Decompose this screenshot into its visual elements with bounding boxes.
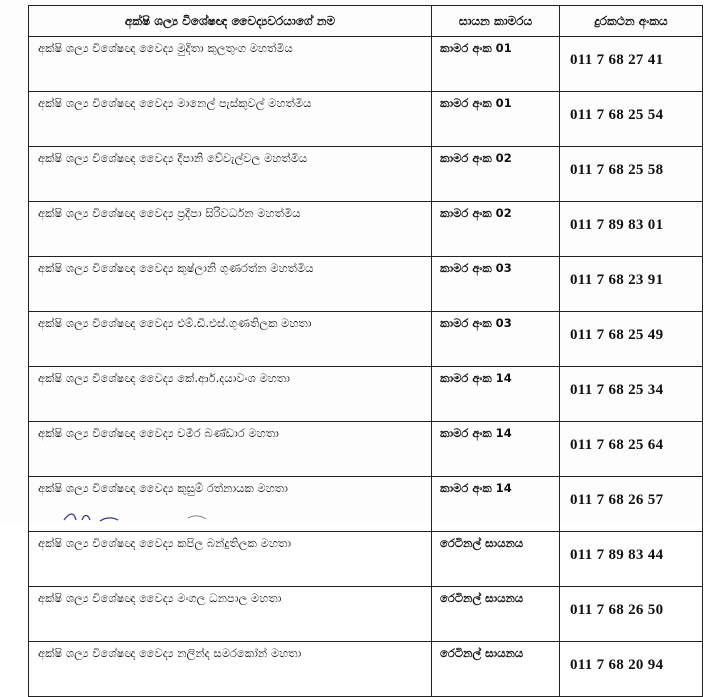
surgeon-name-cell: අක්ෂි ශල්‍ය විශේෂඥ වෛද්‍ය ප්‍රදීපා සිරිවර්ධන මහත්මිය [29,202,432,257]
clinic-room-cell: කාමර අංක 03 [432,312,560,367]
surgeon-name-cell: අක්ෂි ශල්‍ය විශේෂඥ වෛද්‍ය කපිල බන්දුතිලක මහතා [29,532,432,587]
clinic-room-cell: රෙටිනල් සායනය [432,642,560,697]
table-row [29,532,703,587]
surgeon-name-cell: අක්ෂි ශල්‍ය විශේෂඥ වෛද්‍ය කේ.ආර්.දයාවංශ මහතා [29,367,432,422]
surgeon-name-cell: අක්ෂි ශල්‍ය විශේෂඥ වෛද්‍ය කුසුම් රත්නායක මහතා [29,477,432,532]
phone-number-cell: 011 7 89 83 01 [560,202,703,257]
handwritten-scribble [60,508,220,522]
phone-number-cell: 011 7 68 26 57 [560,477,703,532]
clinic-room-cell: රෙටිනල් සායනය [432,532,560,587]
surgeon-directory-table [28,5,703,697]
table-row [29,37,703,92]
table-row [29,642,703,697]
surgeon-name-cell: අක්ෂි ශල්‍ය විශේෂඥ වෛද්‍ය මානෙල් පැස්කුවල් මහත්මිය [29,92,432,147]
table-body [29,37,703,697]
phone-number-cell: 011 7 68 25 34 [560,367,703,422]
clinic-room-cell: කාමර අංක 03 [432,257,560,312]
table-row [29,477,703,532]
clinic-room-cell: කාමර අංක 01 [432,37,560,92]
table-row [29,587,703,642]
clinic-room-cell: කාමර අංක 14 [432,367,560,422]
surgeon-name-cell: අක්ෂි ශල්‍ය විශේෂඥ වෛද්‍ය මුදිතා කුලතුංග මහත්මිය [29,37,432,92]
phone-number-cell: 011 7 68 25 58 [560,147,703,202]
phone-number-cell: 011 7 68 20 94 [560,642,703,697]
surgeon-name-cell: අක්ෂි ශල්‍ය විශේෂඥ වෛද්‍ය දීපානි වේවැල්වල මහත්මිය [29,147,432,202]
surgeon-name-cell: අක්ෂි ශල්‍ය විශේෂඥ වෛද්‍ය නලින්ද සමරකෝන් මහතා [29,642,432,697]
clinic-room-cell: රෙටිනල් සායනය [432,587,560,642]
table-row [29,147,703,202]
phone-number-cell: 011 7 68 27 41 [560,37,703,92]
clinic-room-cell: කාමර අංක 14 [432,477,560,532]
clinic-room-cell: කාමර අංක 02 [432,147,560,202]
phone-number-cell: 011 7 89 83 44 [560,532,703,587]
clinic-room-cell: කාමර අංක 02 [432,202,560,257]
surgeon-name-cell: අක්ෂි ශල්‍ය විශේෂඥ වෛද්‍ය මංගල ධනපාල මහතා [29,587,432,642]
table-row [29,367,703,422]
header-clinic: සායන කාමරය [432,6,560,37]
table-row [29,257,703,312]
table-row [29,92,703,147]
phone-number-cell: 011 7 68 23 91 [560,257,703,312]
phone-number-cell: 011 7 68 25 54 [560,92,703,147]
phone-number-cell: 011 7 68 25 64 [560,422,703,477]
surgeon-name-cell: අක්ෂි ශල්‍ය විශේෂඥ වෛද්‍ය කුෂ්ලානි ගුණරත්න මහත්මිය [29,257,432,312]
clinic-room-cell: කාමර අංක 14 [432,422,560,477]
surgeon-name-cell: අක්ෂි ශල්‍ය විශේෂඥ වෛද්‍ය චමීර බණ්ඩාර මහතා [29,422,432,477]
table-row [29,422,703,477]
table-header-row [29,6,703,37]
phone-number-cell: 011 7 68 25 49 [560,312,703,367]
table-row [29,312,703,367]
table-row [29,202,703,257]
clinic-room-cell: කාමර අංක 01 [432,92,560,147]
header-name: අක්ෂි ශල්‍ය විශේෂඥ වෛද්‍යවරයාගේ නම [29,6,432,37]
header-phone: දුරකථන අංකය [560,6,703,37]
surgeon-name-cell: අක්ෂි ශල්‍ය විශේෂඥ වෛද්‍ය එම්.ඩී.එස්.ගුණතිලක මහතා [29,312,432,367]
phone-number-cell: 011 7 68 26 50 [560,587,703,642]
